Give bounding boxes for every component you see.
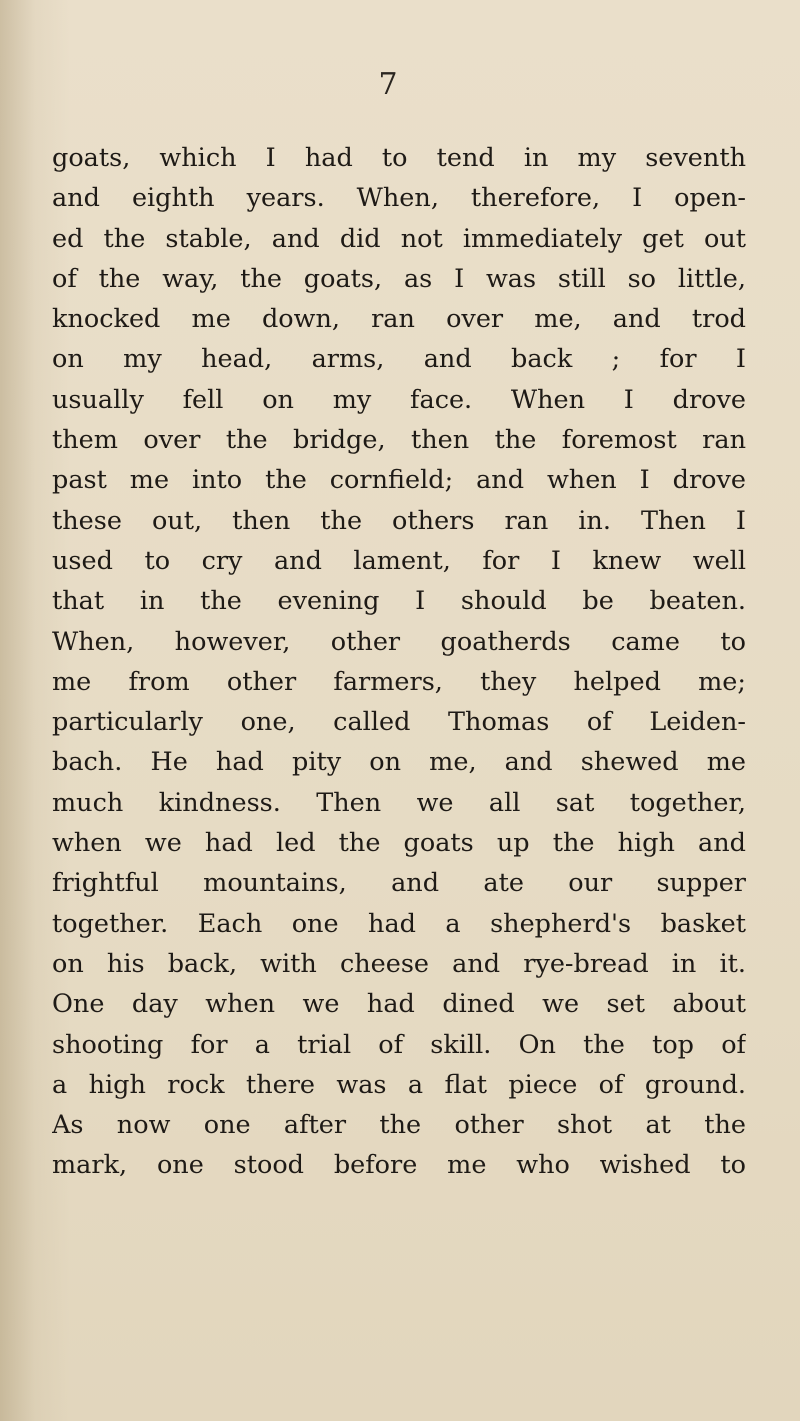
text-line: on his back, with cheese and rye-bread in it. bbox=[52, 948, 746, 979]
text-line: used to cry and lament, for I knew well bbox=[52, 545, 746, 576]
text-line: shooting for a trial of skill. On the top of bbox=[52, 1029, 746, 1060]
page-number: 7 bbox=[378, 67, 398, 102]
text-line: much kindness. Then we all sat together, bbox=[52, 787, 746, 818]
text-line: of the way, the goats, as I was still so little, bbox=[52, 263, 746, 294]
text-line: that in the evening I should be beaten. bbox=[52, 586, 746, 617]
text-line: me from other farmers, they helped me; bbox=[52, 666, 746, 697]
text-line: As now one after the other shot at the bbox=[52, 1110, 746, 1141]
text-line: goats, which I had to tend in my seventh bbox=[52, 143, 746, 173]
text-line: frightful mountains, and ate our supper bbox=[52, 868, 746, 899]
text-line: usually fell on my face. When I drove bbox=[52, 384, 746, 415]
text-line: particularly one, called Thomas of Leiden- bbox=[52, 707, 746, 738]
text-line: One day when we had dined we set about bbox=[52, 989, 746, 1020]
text-line: knocked me down, ran over me, and trod bbox=[52, 304, 746, 335]
text-line: together. Each one had a shepherd's basket bbox=[52, 908, 746, 939]
text-line: a high rock there was a flat piece of ground. bbox=[52, 1069, 746, 1100]
text-line: mark, one stood before me who wished to bbox=[52, 1150, 746, 1181]
text-line: When, however, other goatherds came to bbox=[52, 626, 746, 657]
text-line: past me into the cornfield; and when I drove bbox=[52, 465, 746, 496]
text-line: on my head, arms, and back ; for I bbox=[52, 344, 746, 375]
text-line: bach. He had pity on me, and shewed me bbox=[52, 747, 746, 778]
page-body-text bbox=[52, 138, 746, 1186]
text-line: these out, then the others ran in. Then I bbox=[52, 505, 746, 536]
text-line: them over the bridge, then the foremost ran bbox=[52, 425, 746, 456]
text-line: when we had led the goats up the high and bbox=[52, 828, 746, 859]
text-line: ed the stable, and did not immediately get out bbox=[52, 223, 746, 254]
text-line: and eighth years. When, therefore, I open- bbox=[52, 183, 746, 214]
